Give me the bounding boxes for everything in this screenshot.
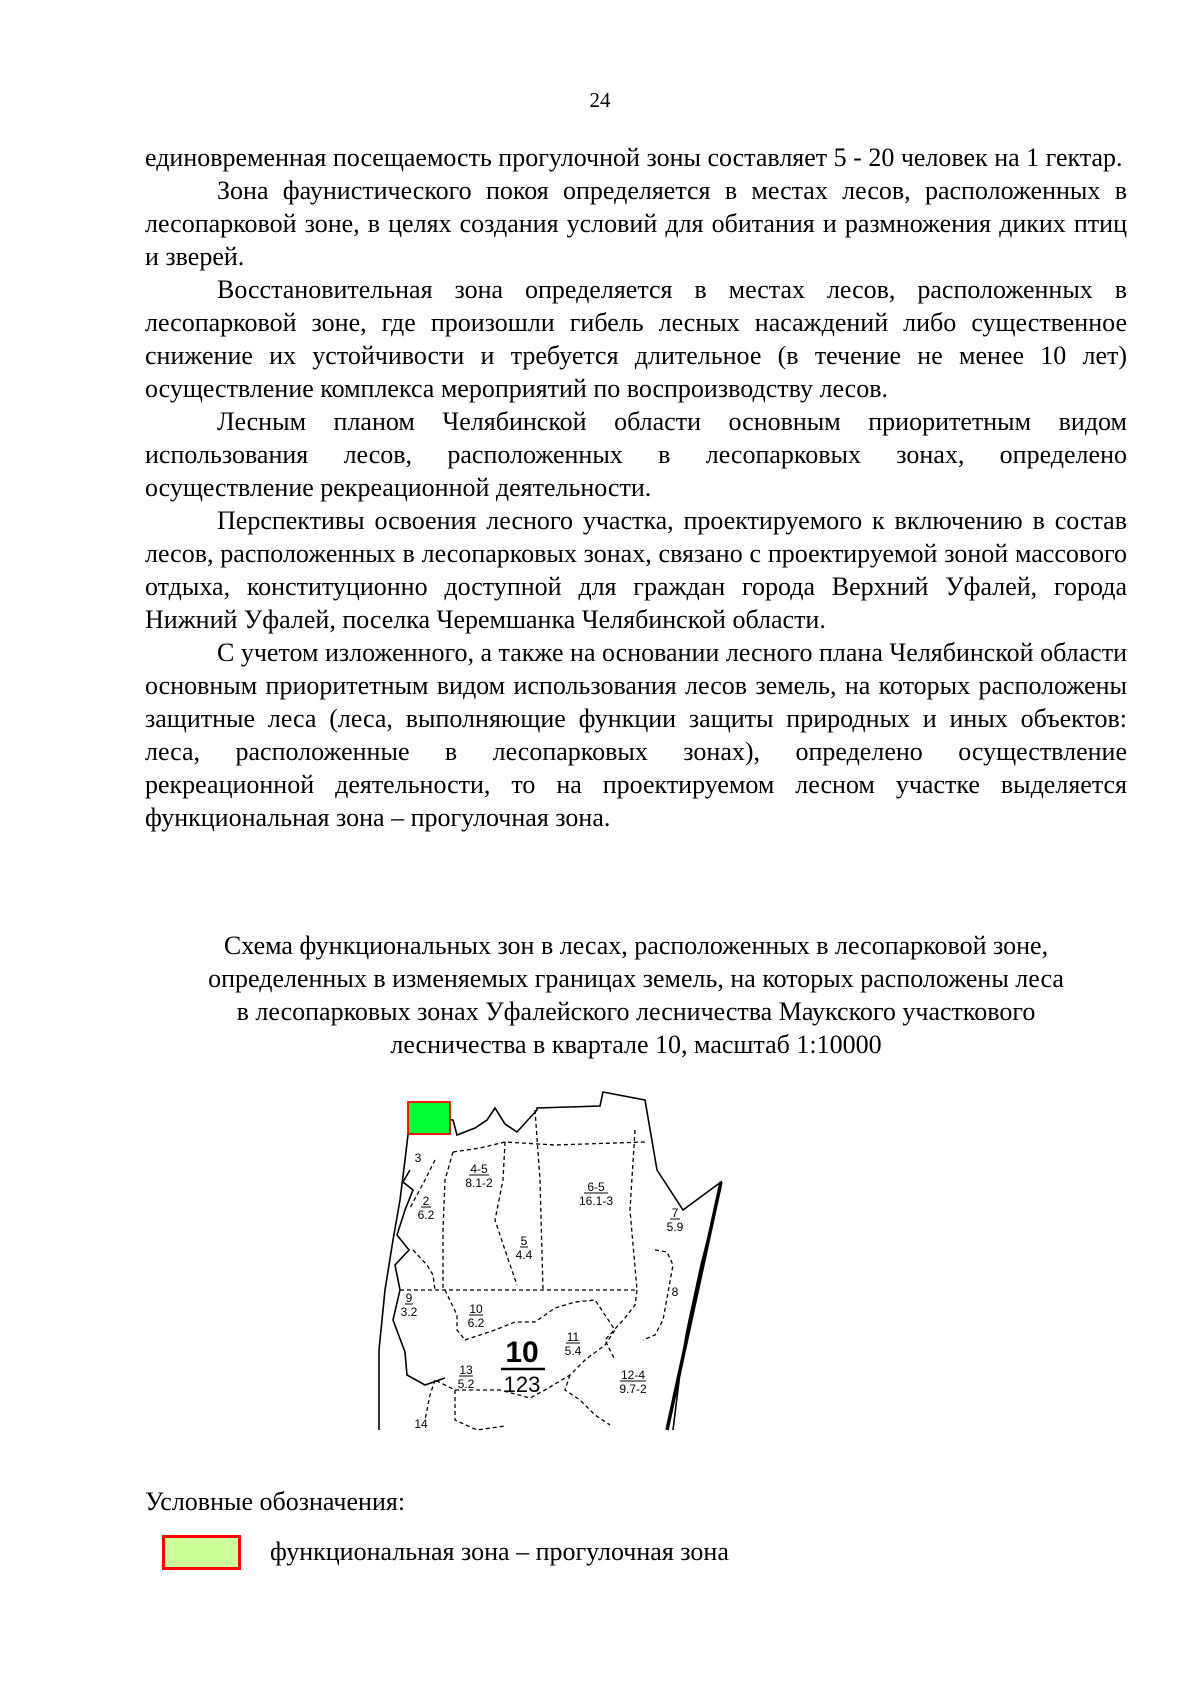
caption-line: в лесопарковых зонах Уфалейского лесничества Маукского участкового bbox=[236, 997, 1036, 1026]
plot-boundary bbox=[413, 1250, 435, 1290]
map-boundary bbox=[393, 1170, 445, 1385]
plot-label: 2 bbox=[422, 1194, 430, 1208]
plot-boundary bbox=[425, 1380, 435, 1420]
plot-label: 4-5 bbox=[470, 1162, 488, 1176]
legend-title: Условные обозначения: bbox=[145, 1487, 406, 1516]
plot-label: 7 bbox=[671, 1206, 679, 1220]
map-boundary bbox=[379, 1118, 410, 1430]
plot-boundary bbox=[605, 1290, 637, 1360]
plot-area: 3.2 bbox=[400, 1305, 418, 1319]
map-boundary bbox=[410, 1092, 721, 1430]
plot-area: 16.1-3 bbox=[578, 1194, 614, 1208]
plot-boundary bbox=[643, 1250, 673, 1340]
body-text bbox=[145, 141, 1127, 834]
plot-area: 9.7-2 bbox=[619, 1382, 647, 1396]
legend-label: функциональная зона – прогулочная зона bbox=[270, 1537, 729, 1566]
walking-zone-highlight bbox=[408, 1102, 450, 1134]
plot-boundary bbox=[443, 1152, 453, 1290]
plot-boundary bbox=[565, 1375, 610, 1425]
plot-area: 4.4 bbox=[515, 1248, 533, 1262]
plot-boundary bbox=[445, 1290, 465, 1340]
plot-boundary bbox=[630, 1130, 637, 1290]
plot-label: 12-4 bbox=[620, 1368, 646, 1382]
quarter-area: 123 bbox=[503, 1372, 541, 1397]
paragraph: единовременная посещаемость прогулочной зоны составляет 5 - 20 человек на 1 гектар. bbox=[145, 143, 1123, 172]
paragraph: Перспективы освоения лесного участка, проектируемого к включению в состав лесов, расположенных в лесопарковых зонах, связано с проектируемой зоной массового отдыха, конституционно доступной для граждан города Верхний Уфалей, города Нижний Уфалей, поселка Черемшанка Челябинской области. bbox=[145, 506, 1127, 634]
plot-label: 11 bbox=[566, 1330, 580, 1344]
caption-line: лесничества в квартале 10, масштаб 1:10000 bbox=[390, 1030, 882, 1059]
plot-label: 10 bbox=[469, 1302, 483, 1316]
plot-label: 13 bbox=[459, 1363, 473, 1377]
paragraph: Лесным планом Челябинской области основным приоритетным видом использования лесов, расположенных в лесопарковых зонах, определено осуществление рекреационной деятельности. bbox=[145, 407, 1127, 502]
plot-boundary bbox=[535, 1110, 543, 1290]
plot-label: 8 bbox=[671, 1285, 679, 1299]
legend-swatch bbox=[162, 1535, 241, 1570]
plot-boundary bbox=[453, 1142, 645, 1152]
forest-quarter-map bbox=[400, 1090, 805, 1458]
plot-boundary bbox=[455, 1390, 505, 1430]
plot-area: 8.1-2 bbox=[465, 1176, 493, 1190]
plot-boundary bbox=[495, 1142, 517, 1285]
plot-label: 3 bbox=[414, 1151, 422, 1165]
plot-label: 14 bbox=[414, 1417, 428, 1431]
plot-area: 5.4 bbox=[564, 1344, 582, 1358]
caption-line: Схема функциональных зон в лесах, расположенных в лесопарковой зоне, bbox=[223, 931, 1049, 960]
plot-area: 5.2 bbox=[457, 1377, 475, 1391]
plot-label: 6-5 bbox=[587, 1180, 605, 1194]
paragraph: Восстановительная зона определяется в местах лесов, расположенных в лесопарковой зоне, где произошли гибель лесных насаждений либо существенное снижение их устойчивости и требуется длительное (в течение не менее 10 лет) осуществление комплекса мероприятий по воспроизводству лесов. bbox=[145, 275, 1127, 403]
caption-line: определенных в изменяемых границах земель, на которых расположены леса bbox=[208, 964, 1064, 993]
paragraph: С учетом изложенного, а также на основании лесного плана Челябинской области основным приоритетным видом использования лесов земель, на которых расположены защитные леса (леса, выполняющие функции защиты природных и иных объектов: леса, расположенные в лесопарковых зонах), определено осуществление рекреационной деятельности, то на проектируемом лесном участке выделяется функциональная зона – прогулочная зона. bbox=[145, 638, 1127, 832]
plot-area: 6.2 bbox=[467, 1316, 485, 1330]
quarter-number: 10 bbox=[505, 1336, 539, 1369]
page-number: 24 bbox=[589, 88, 611, 112]
plot-label: 5 bbox=[520, 1234, 528, 1248]
plot-label: 9 bbox=[405, 1291, 413, 1305]
plot-area: 6.2 bbox=[417, 1208, 435, 1222]
figure-caption bbox=[145, 929, 1127, 1061]
paragraph: Зона фаунистического покоя определяется в местах лесов, расположенных в лесопарковой зоне, в целях создания условий для обитания и размножения диких птиц и зверей. bbox=[145, 176, 1127, 271]
plot-area: 5.9 bbox=[666, 1220, 684, 1234]
